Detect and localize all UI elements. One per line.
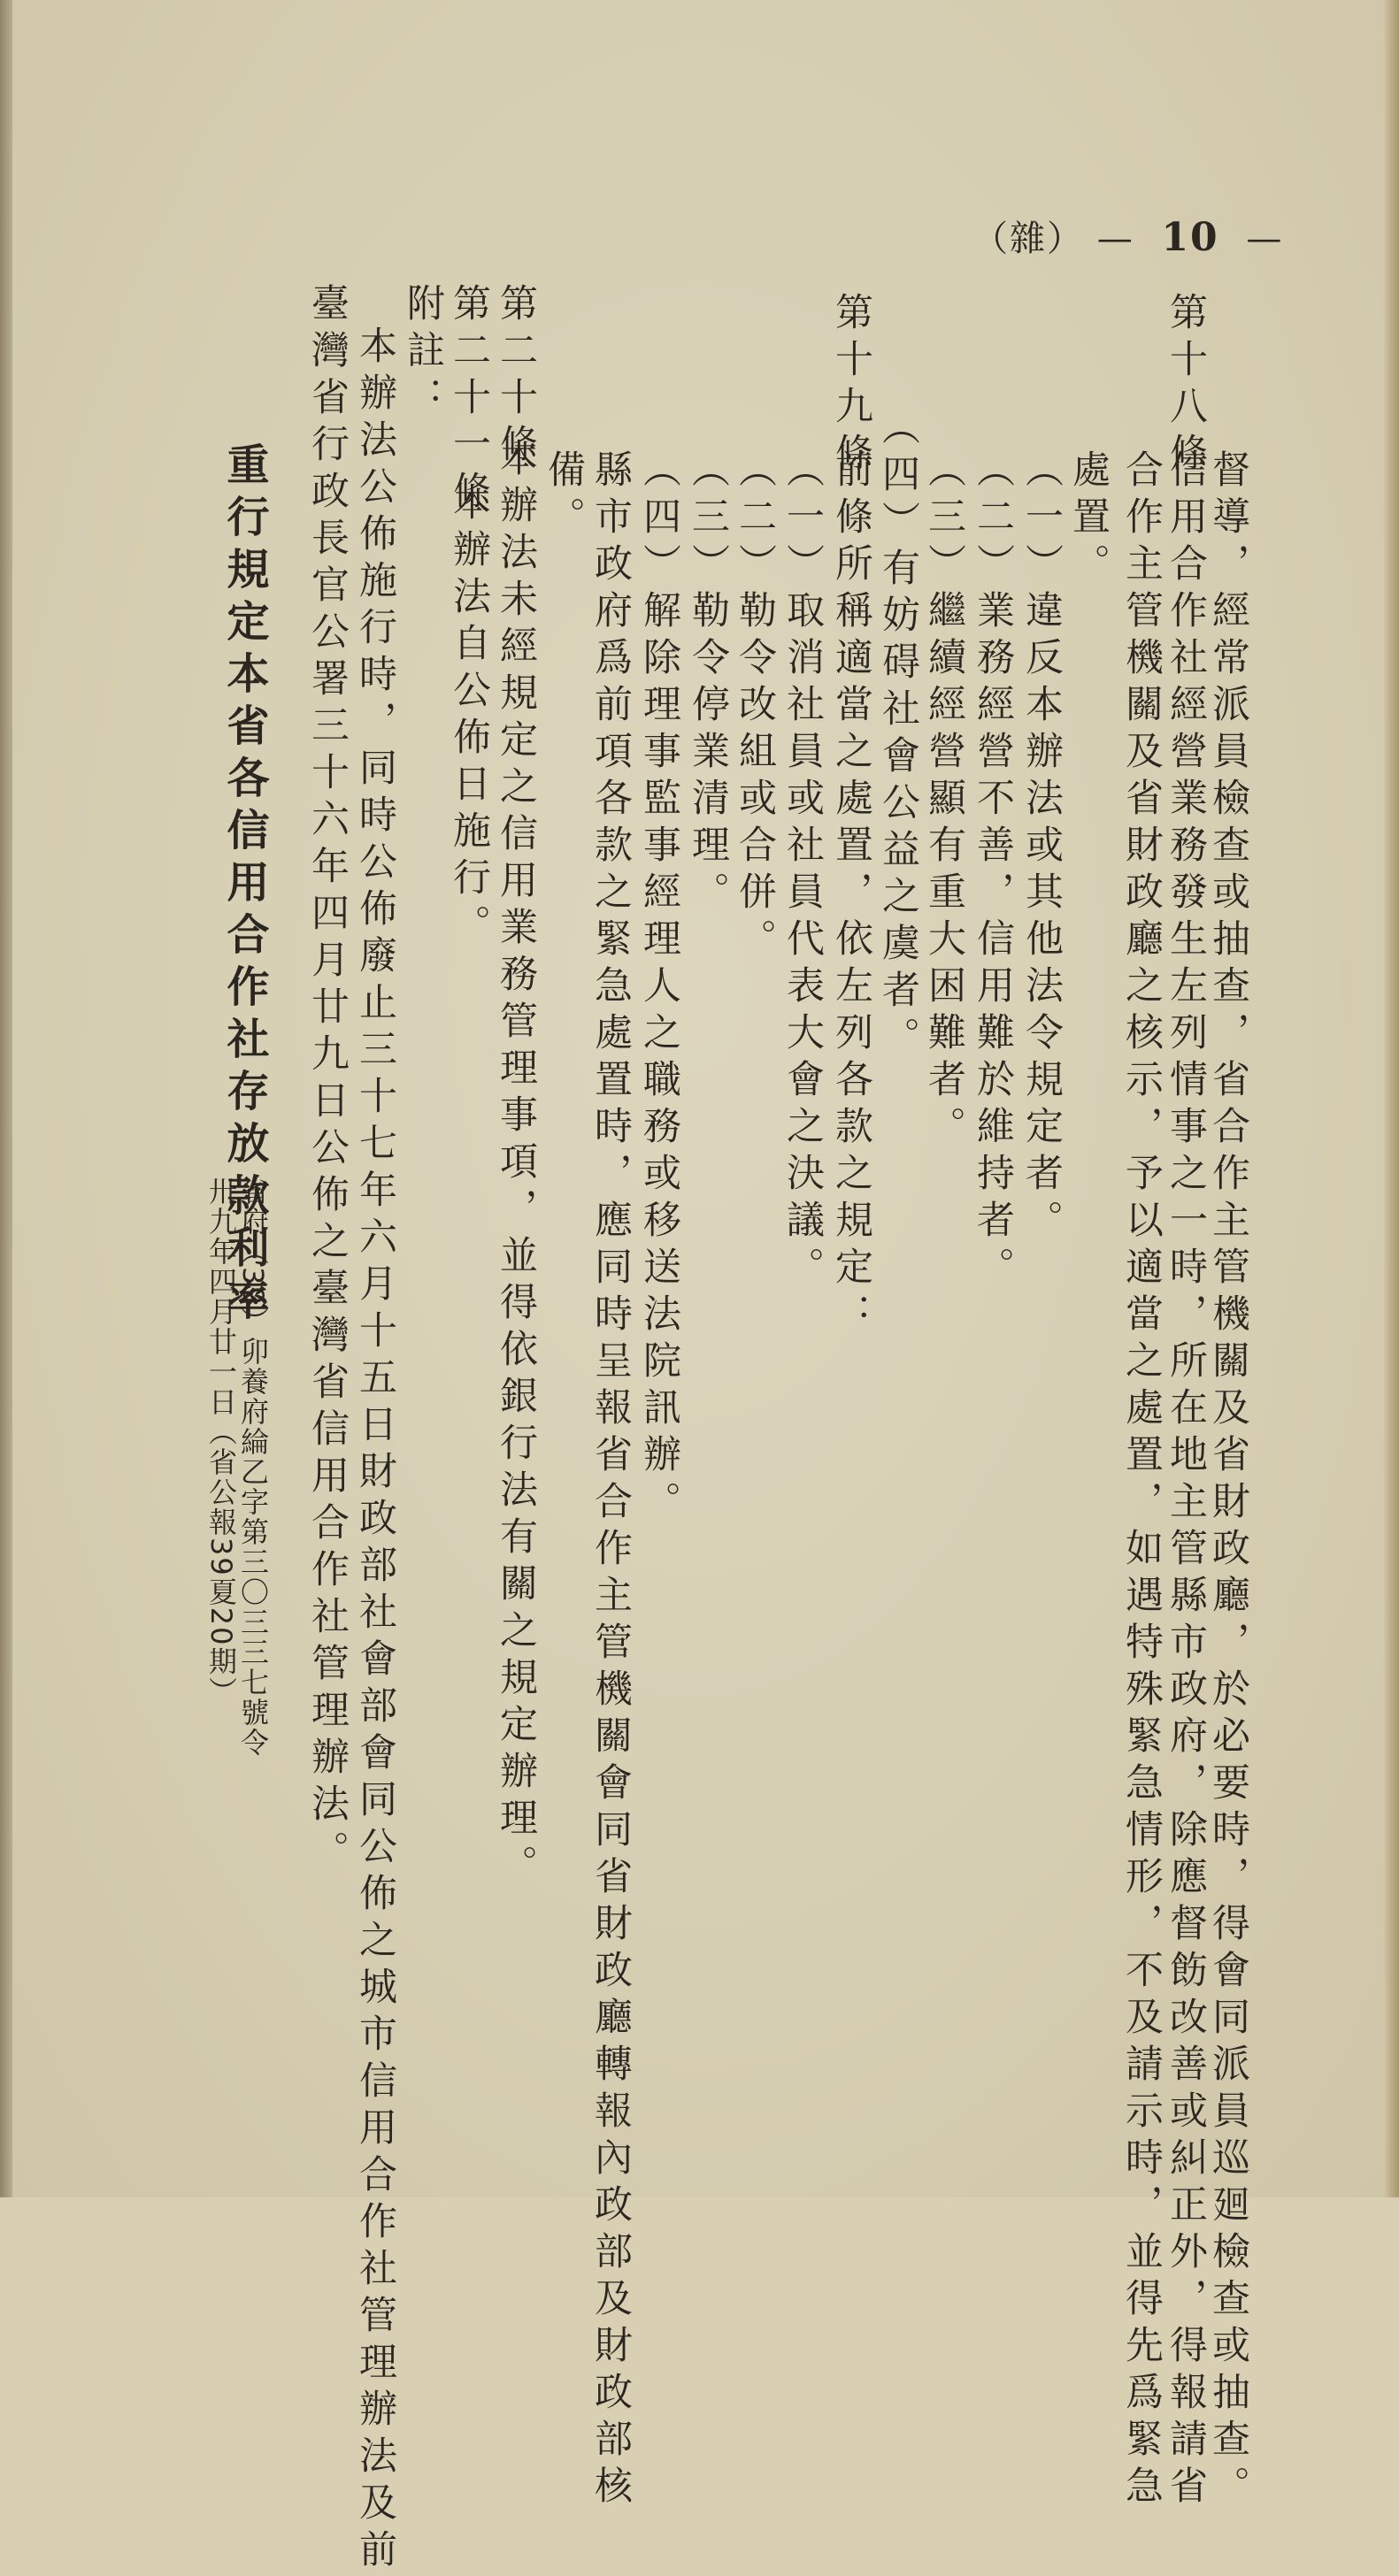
article19-item-4: （四）解除理事監事經理人之職務或移送法院訊辦。 bbox=[637, 449, 681, 1528]
article19-line3: 備。 bbox=[542, 449, 586, 543]
article19-item-3: （三）勒令停業清理。 bbox=[686, 449, 730, 918]
article19-item-2: （二）勒令改組或合併。 bbox=[733, 449, 777, 965]
dash-right: — bbox=[1246, 218, 1284, 259]
article20-label: 第二十條 bbox=[494, 283, 538, 471]
note-line1: 本辦法公佈施行時，同時公佈廢止三十七年六月十五日財政部社會部會同公佈之城市信用合作社管理辦法及前 bbox=[353, 326, 397, 2576]
note-line2: 臺灣省行政長官公署三十六年四月廿九日公佈之臺灣省信用合作社管理辦法。 bbox=[305, 283, 350, 1877]
article19-line1: 前條所稱適當之處置，依左列各款之規定： bbox=[829, 449, 873, 1340]
citation-line1: 省府（39）卯養府綸乙字第三〇三三七號令 bbox=[236, 1177, 270, 1758]
article18-line3: 處置。 bbox=[1066, 449, 1111, 590]
article18-item-3: （三）繼續經營顯有重大困難者。 bbox=[922, 449, 966, 1153]
article18-line2: 合作主管機關及省財政廳之核示，予以適當之處置，如遇特殊緊急情形，不及請示時，並得先爲緊急 bbox=[1119, 449, 1164, 2512]
document-page bbox=[12, 0, 1384, 2576]
article18-item-1: （一）違反本辦法或其他法令規定者。 bbox=[1019, 449, 1064, 1246]
article18-continuation: 督導，經常派員檢查或抽查，省合作主管機關及省財政廳，於必要時，得會同派員巡廻檢查或抽查。 bbox=[1206, 449, 1250, 2512]
binding-shadow bbox=[0, 0, 12, 2197]
article18-label: 第十八條 bbox=[1164, 292, 1208, 479]
article21-text: 本辦法自公佈日施行。 bbox=[447, 482, 491, 951]
note-label: 附註： bbox=[401, 283, 445, 424]
article19-line2: 縣市政府爲前項各款之緊急處置時，應同時呈報省合作主管機關會同省財政廳轉報內政部及財政部核 bbox=[588, 449, 633, 2512]
page-number: 10 bbox=[1161, 215, 1219, 260]
dash-left: — bbox=[1096, 218, 1134, 259]
article18-item-4: （四）有妨碍社會公益之虞者。 bbox=[876, 407, 920, 1063]
article19-item-1: （一）取消社員或社員代表大會之決議。 bbox=[780, 449, 825, 1293]
article19-label: 第十九條 bbox=[829, 292, 873, 479]
page-header bbox=[972, 211, 1283, 261]
article20-text: 本辦法未經規定之信用業務管理事項，並得依銀行法有關之規定辦理。 bbox=[494, 438, 538, 1891]
section-label: （雜） bbox=[972, 218, 1084, 259]
section-title: 重行規定本省各信用合作社存放款利率 bbox=[219, 442, 269, 1330]
article18-line1: 信用合作社經營業務發生左列情事之一時，所在地主管縣市政府，除應督飭改善或糾正外，得報請省 bbox=[1164, 449, 1208, 2512]
article18-item-2: （二）業務經營不善，信用難於維持者。 bbox=[971, 449, 1015, 1293]
page-edge bbox=[1384, 0, 1399, 2197]
citation-line2: 卅九年四月廿一日（省公報39夏20期） bbox=[204, 1177, 238, 1707]
article21-label: 第二十一條 bbox=[447, 283, 491, 518]
